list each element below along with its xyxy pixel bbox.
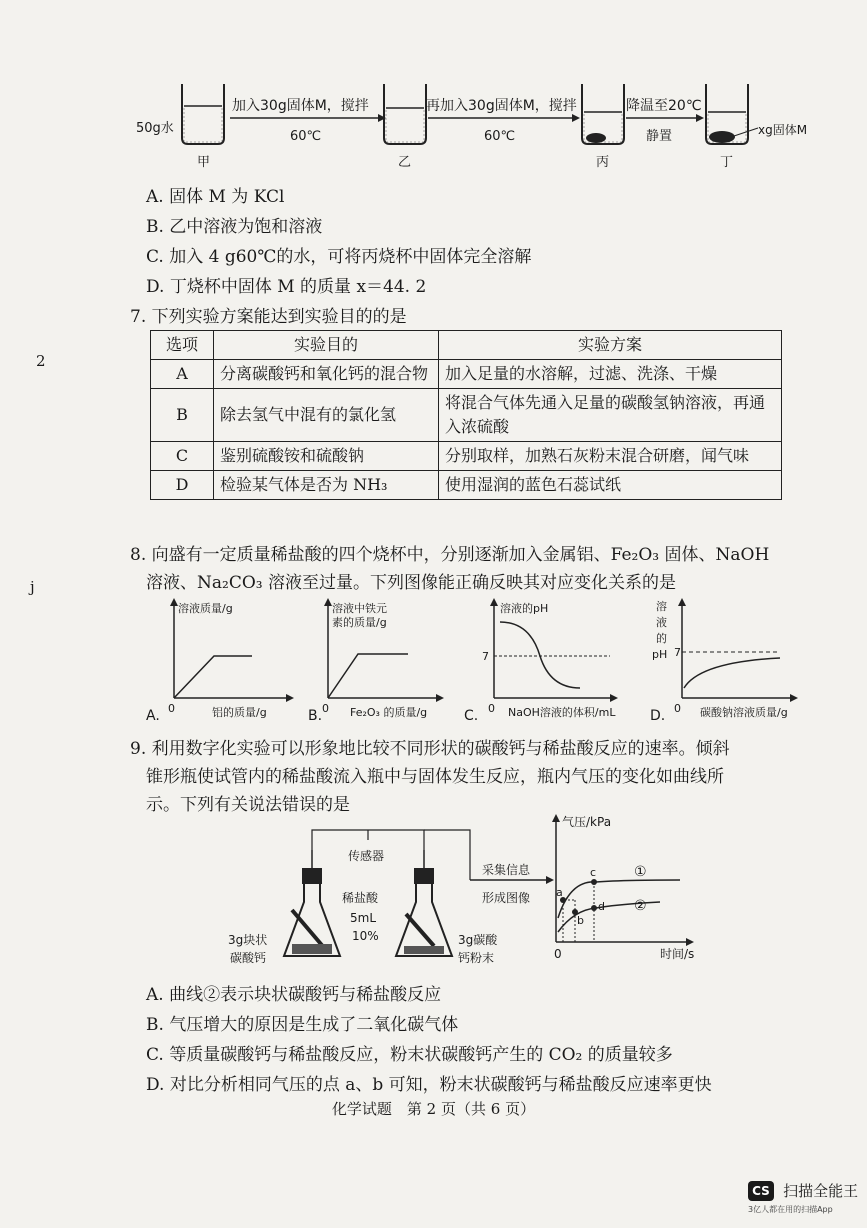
graph-b-xlabel: Fe₂O₃ 的质量/g (350, 706, 428, 719)
graph-c-letter: C. (464, 708, 479, 724)
q9-apparatus-diagram (220, 810, 740, 980)
q9-stem-line3: 示。下列有关说法错误的是 (146, 795, 350, 815)
flask-left (284, 850, 340, 956)
row-option: B (151, 389, 214, 442)
beaker-label-yi: 乙 (398, 155, 412, 170)
row-goal: 分离碳酸钙和氧化钙的混合物 (214, 360, 439, 389)
graph-c-xlabel: NaOH溶液的体积/mL (508, 706, 616, 719)
pressure-origin: 0 (554, 947, 562, 961)
step3-top: 降温至20℃ (626, 98, 702, 114)
graph-b-letter: B. (308, 708, 323, 724)
q8-stem-line2: 溶液、Na₂CO₃ 溶液至过量。下列图像能正确反映其对应变化关系的是 (146, 573, 676, 593)
solid-label: xg固体M (758, 123, 808, 137)
curve-2-label: ② (634, 898, 647, 914)
graph-b-origin: 0 (322, 702, 329, 715)
step2-bottom: 60℃ (484, 129, 516, 144)
beaker-label-jia: 甲 (197, 155, 211, 170)
q9-option-c: C. 等质量碳酸钙与稀盐酸反应，粉末状碳酸钙产生的 CO₂ 的质量较多 (146, 1045, 673, 1065)
table-row (151, 389, 782, 442)
row-plan: 分别取样，加熟石灰粉末混合研磨，闻气味 (439, 442, 782, 471)
collect-label-1: 采集信息 (482, 863, 531, 877)
graph-c-ref: 7 (482, 650, 489, 663)
q8-stem-line1: 8. 向盛有一定质量稀盐酸的四个烧杯中，分别逐渐加入金属铝、Fe₂O₃ 固体、NaOH (130, 545, 770, 565)
point-d-label: d (598, 900, 605, 913)
row-goal: 检验某气体是否为 NH₃ (214, 471, 439, 500)
beaker-ding (706, 84, 758, 144)
acid-concentration: 10% (352, 929, 379, 943)
q9-option-b: B. 气压增大的原因是生成了二氧化碳气体 (146, 1015, 459, 1035)
graph-a-ylabel: 溶液质量/g (178, 602, 233, 615)
scanner-watermark (748, 1180, 859, 1214)
header-plan: 实验方案 (439, 331, 782, 360)
graph-d-ylabel-1: 溶 (656, 600, 667, 613)
step1-top: 加入30g固体M，搅拌 (232, 98, 369, 114)
scanner-app-name: 扫描全能王 (783, 1182, 859, 1200)
header-option: 选项 (151, 331, 214, 360)
margin-mark: 2 (36, 352, 46, 370)
graph-a-origin: 0 (168, 702, 175, 715)
table-header-row (151, 331, 782, 360)
q6-option-c: C. 加入 4 g60℃的水，可将丙烧杯中固体完全溶解 (146, 247, 532, 267)
q9-option-a: A. 曲线②表示块状碳酸钙与稀盐酸反应 (146, 985, 442, 1005)
graph-b-ylabel-2: 素的质量/g (332, 616, 387, 629)
graph-c-origin: 0 (488, 702, 495, 715)
left-sample-label-1: 3g块状 (228, 933, 268, 947)
q9-stem-line1: 9. 利用数字化实验可以形象地比较不同形状的碳酸钙与稀盐酸反应的速率。倾斜 (130, 739, 730, 759)
collect-label-2: 形成图像 (482, 891, 531, 905)
pressure-graph (552, 814, 694, 961)
beaker-yi (384, 84, 426, 144)
point-a-label: a (556, 886, 563, 899)
page-footer: 化学试题 第 2 页（共 6 页） (331, 1100, 536, 1118)
beaker-label-bing: 丙 (596, 155, 610, 170)
right-sample-label-2: 钙粉末 (458, 951, 495, 965)
graph-d (650, 598, 798, 724)
q7-stem: 7. 下列实验方案能达到实验目的的是 (130, 307, 407, 327)
row-goal: 鉴别硫酸铵和硫酸钠 (214, 442, 439, 471)
pressure-xlabel: 时间/s (660, 947, 695, 961)
graph-d-ylabel-2: 液 (656, 616, 667, 629)
beaker-jia (182, 84, 224, 144)
table-row (151, 360, 782, 389)
point-b-label: b (577, 914, 584, 927)
left-sample-label-2: 碳酸钙 (230, 951, 267, 965)
row-option: A (151, 360, 214, 389)
graph-d-origin: 0 (674, 702, 681, 715)
step3-bottom: 静置 (646, 129, 673, 144)
q6-option-b: B. 乙中溶液为饱和溶液 (146, 217, 323, 237)
step1-bottom: 60℃ (290, 129, 322, 144)
graph-d-ylabel-3: 的 (656, 632, 667, 645)
sensor-label: 传感器 (348, 849, 385, 863)
q9-stem-line2: 锥形瓶使试管内的稀盐酸流入瓶中与固体发生反应，瓶内气压的变化如曲线所 (146, 767, 724, 787)
margin-mark: j (30, 578, 35, 596)
acid-label: 稀盐酸 (342, 891, 379, 905)
q6-option-a: A. 固体 M 为 KCl (146, 187, 285, 207)
right-sample-label-1: 3g碳酸 (458, 933, 498, 947)
graph-a-xlabel: 铝的质量/g (212, 706, 267, 719)
graph-d-ylabel-4: pH (652, 648, 668, 661)
row-option: D (151, 471, 214, 500)
graph-d-ref: 7 (674, 646, 681, 659)
pressure-ylabel: 气压/kPa (562, 815, 612, 829)
table-row (151, 442, 782, 471)
row-plan: 使用湿润的蓝色石蕊试纸 (439, 471, 782, 500)
table-row (151, 471, 782, 500)
q6-dissolution-diagram (130, 78, 820, 178)
step2-top: 再加入30g固体M，搅拌 (426, 98, 577, 114)
graph-d-xlabel: 碳酸钠溶液质量/g (700, 706, 788, 719)
row-plan: 加入足量的水溶解，过滤、洗涤、干燥 (439, 360, 782, 389)
acid-volume: 5mL (350, 911, 377, 925)
row-plan: 将混合气体先通入足量的碳酸氢钠溶液，再通入浓硫酸 (439, 389, 782, 442)
q9-option-d: D. 对比分析相同气压的点 a、b 可知，粉末状碳酸钙与稀盐酸反应速率更快 (146, 1075, 712, 1095)
flask-right (396, 850, 452, 956)
graph-c (464, 598, 618, 724)
q6-option-d: D. 丁烧杯中固体 M 的质量 x＝44. 2 (146, 277, 427, 297)
graph-d-letter: D. (650, 708, 666, 724)
graph-a-letter: A. (146, 708, 160, 724)
water-label: 50g水 (136, 121, 174, 136)
q7-table (150, 330, 782, 500)
q8-graphs (140, 596, 820, 726)
scanner-logo-icon: CS (748, 1181, 774, 1201)
beaker-bing (582, 84, 624, 144)
scanner-tagline: 3亿人都在用的扫描App (748, 1205, 833, 1214)
curve-1-label: ① (634, 864, 647, 880)
row-goal: 除去氢气中混有的氯化氢 (214, 389, 439, 442)
graph-c-ylabel: 溶液的pH (500, 602, 549, 615)
graph-b (308, 598, 444, 724)
graph-b-ylabel-1: 溶液中铁元 (332, 602, 387, 615)
point-c-label: c (590, 866, 597, 879)
graph-a (146, 598, 294, 724)
header-goal: 实验目的 (214, 331, 439, 360)
row-option: C (151, 442, 214, 471)
beaker-label-ding: 丁 (720, 155, 734, 170)
